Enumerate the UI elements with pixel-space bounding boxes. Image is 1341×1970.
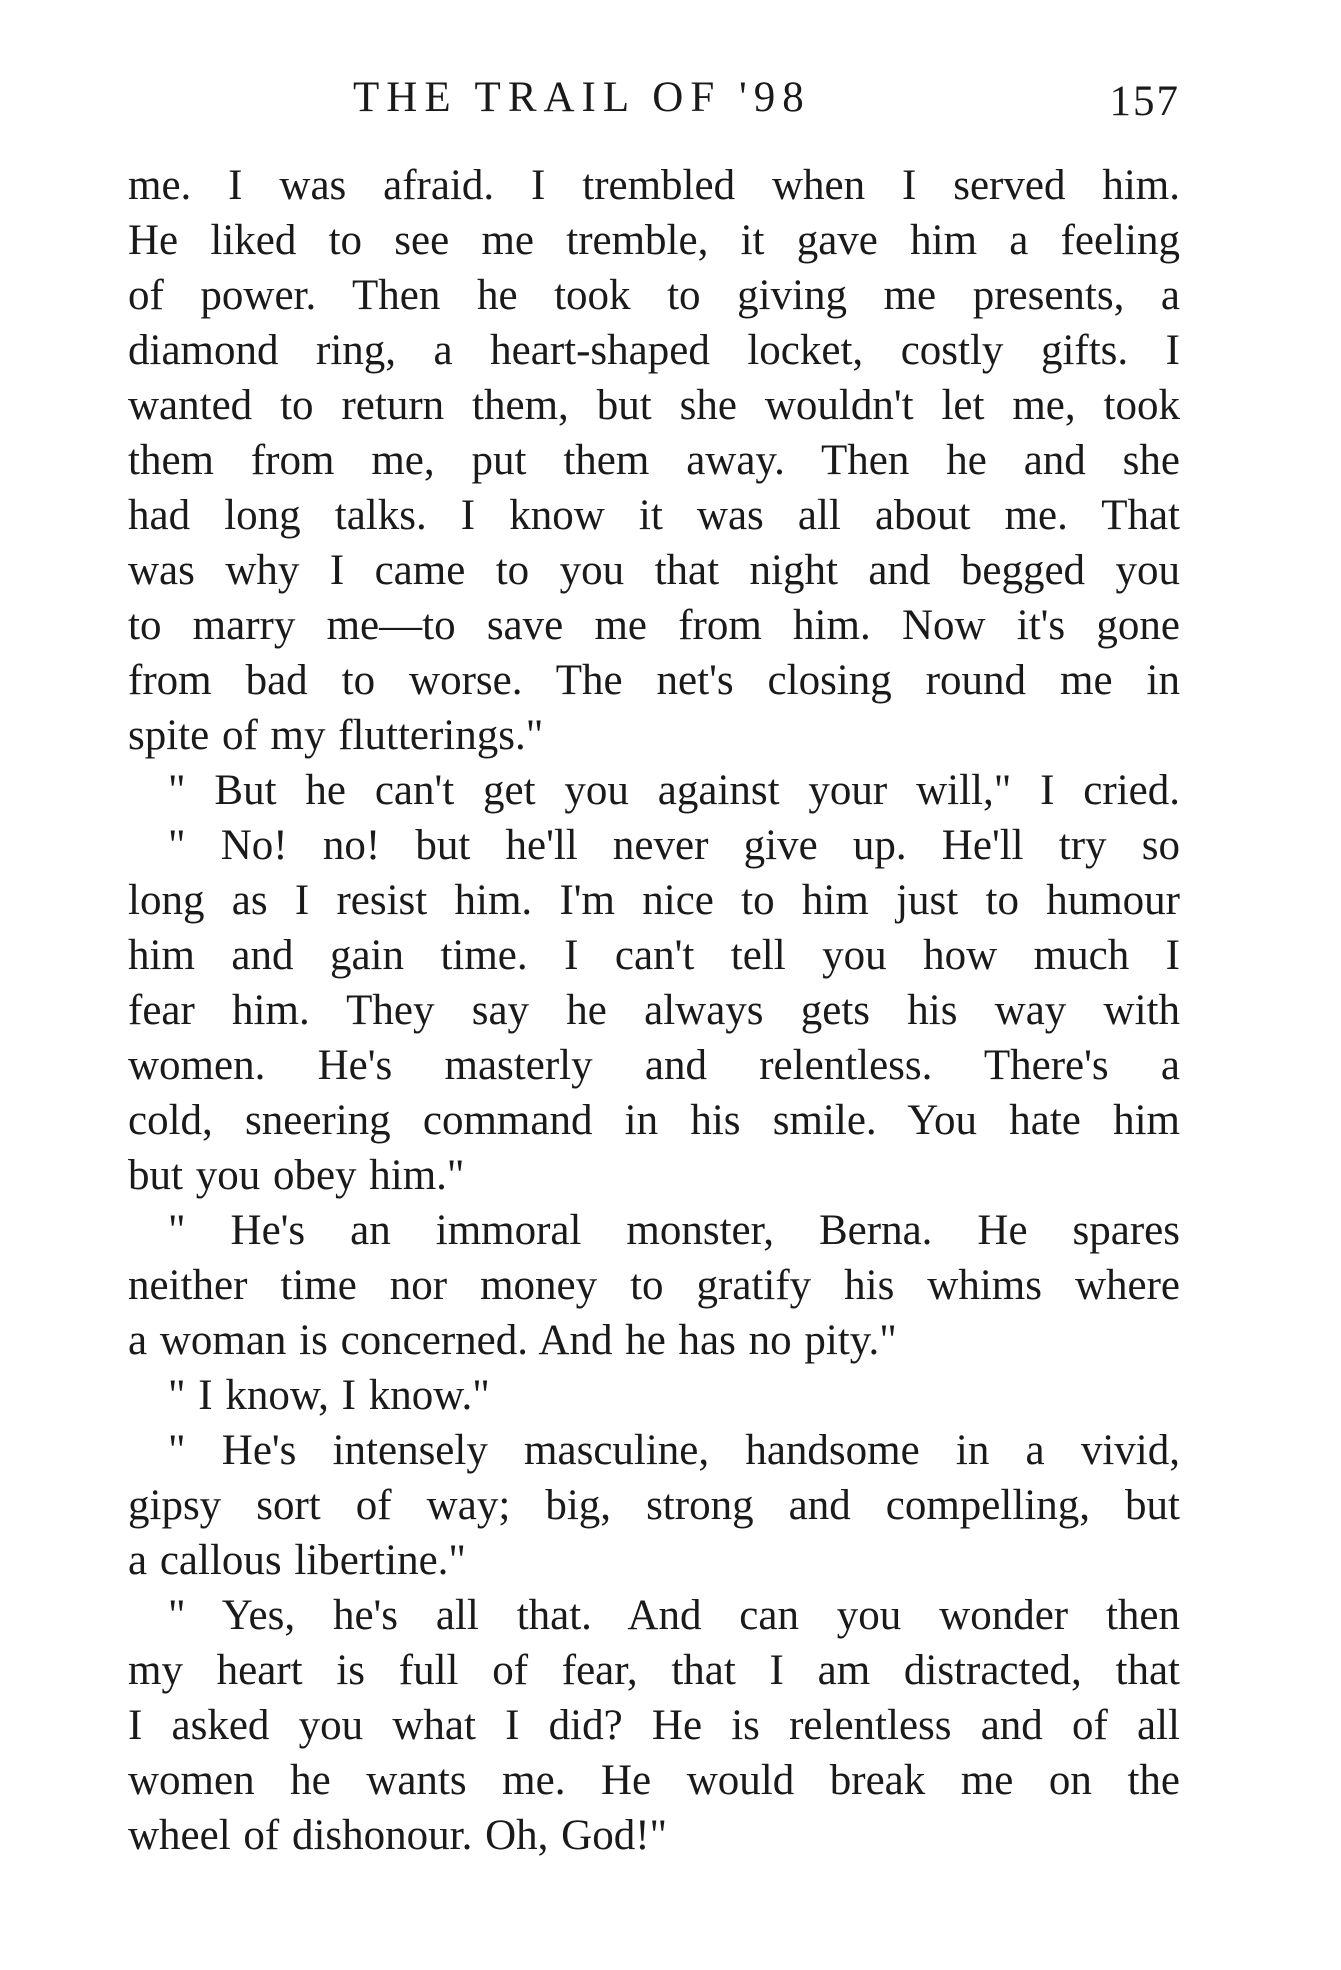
text-line: but you obey him." [128,1152,465,1199]
page-number: 157 [1109,78,1180,125]
text-line: " He's an immoral monster, Berna. He spares [168,1207,1180,1254]
text-line: neither time nor money to gratify his whims where [128,1262,1180,1309]
text-line: cold, sneering command in his smile. You hate him [128,1097,1180,1144]
text-line: gipsy sort of way; big, strong and compelling, but [128,1482,1180,1529]
text-line: my heart is full of fear, that I am distracted, that [128,1647,1180,1694]
text-line: " No! no! but he'll never give up. He'll try so [168,822,1180,869]
text-line: to marry me—to save me from him. Now it's gone [128,602,1180,649]
text-line: had long talks. I know it was all about me. That [128,492,1180,539]
text-line: long as I resist him. I'm nice to him just to humour [128,877,1180,924]
text-line: " He's intensely masculine, handsome in a vivid, [168,1427,1180,1474]
text-line: me. I was afraid. I trembled when I served him. [128,162,1180,209]
text-line: him and gain time. I can't tell you how much I [128,932,1180,979]
text-line: women he wants me. He would break me on the [128,1757,1180,1804]
text-line: " But he can't get you against your will," I cried. [168,767,1180,814]
text-line: I asked you what I did? He is relentless and of all [128,1702,1180,1749]
text-line: was why I came to you that night and begged you [128,547,1180,594]
body-text [128,158,1180,1863]
text-line: He liked to see me tremble, it gave him a feeling [128,217,1180,264]
text-line: a callous libertine." [128,1537,466,1584]
text-line: them from me, put them away. Then he and she [128,437,1180,484]
text-line: women. He's masterly and relentless. There's a [128,1042,1180,1089]
text-line: diamond ring, a heart-shaped locket, costly gifts. I [128,327,1180,374]
text-line: of power. Then he took to giving me presents, a [128,272,1180,319]
text-line: from bad to worse. The net's closing round me in [128,657,1180,704]
text-line: " I know, I know." [168,1372,490,1419]
text-line: spite of my flutterings." [128,712,544,759]
text-line: wanted to return them, but she wouldn't let me, took [128,382,1180,429]
running-head [128,68,1180,128]
text-line: " Yes, he's all that. And can you wonder then [168,1592,1180,1639]
text-line: a woman is concerned. And he has no pity." [128,1317,897,1364]
running-title: THE TRAIL OF '98 [353,74,811,121]
text-line: fear him. They say he always gets his way with [128,987,1180,1034]
text-line: wheel of dishonour. Oh, God!" [128,1812,668,1859]
